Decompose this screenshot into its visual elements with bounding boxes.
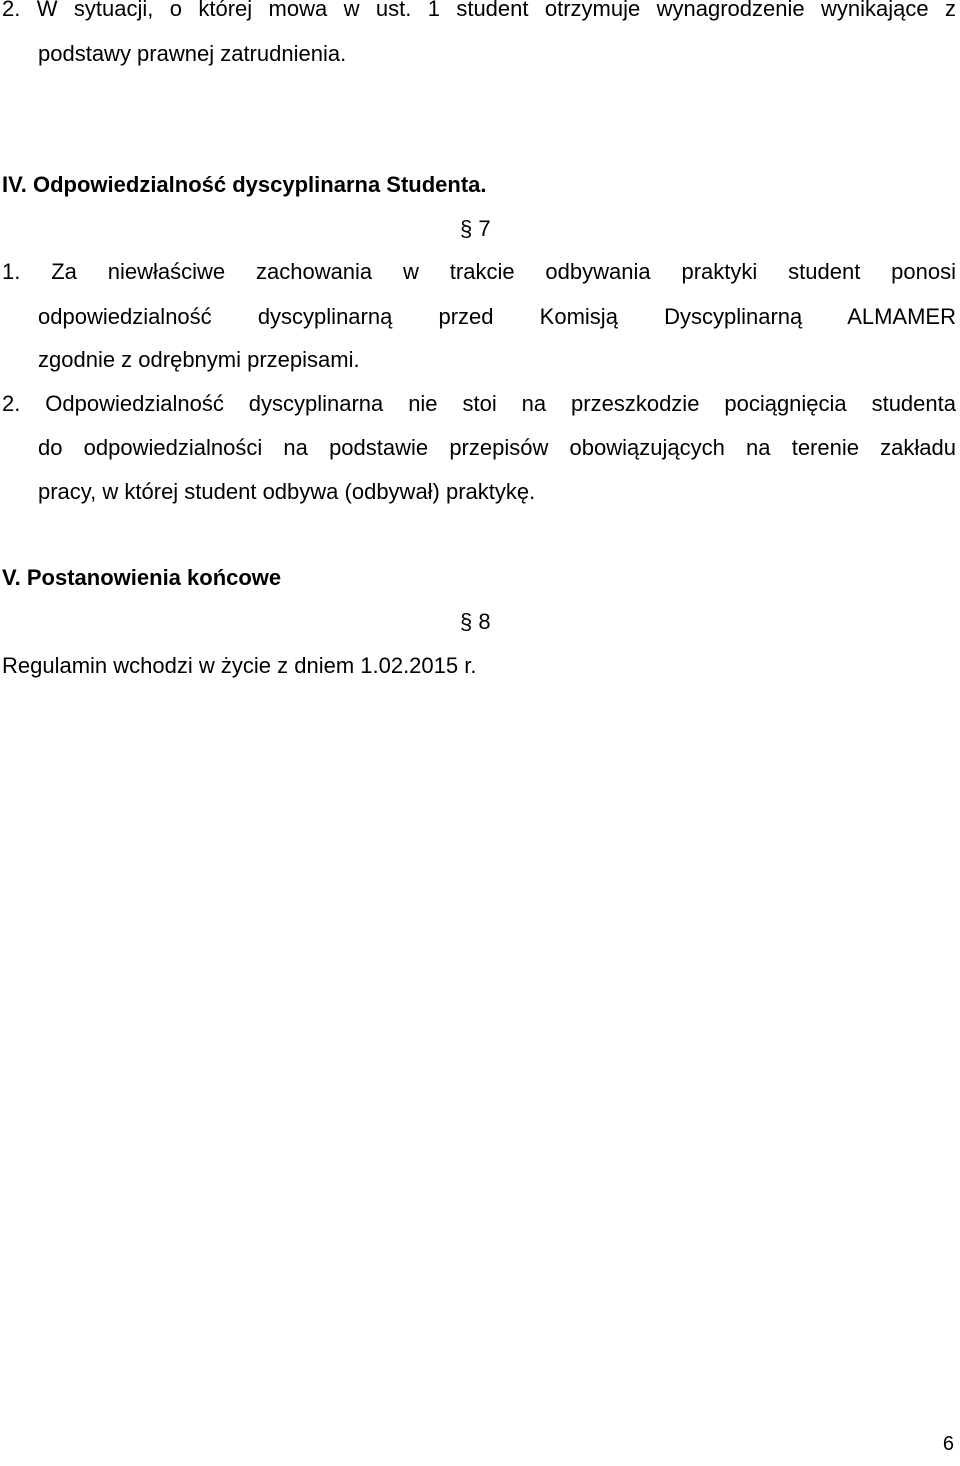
section-iv-item-2-line-3: pracy, w której student odbywa (odbywał) praktykę. bbox=[38, 479, 536, 504]
prev-item-2-line-1: 2. W sytuacji, o której mowa w ust. 1 student otrzymuje wynagrodzenie wynikające z bbox=[2, 0, 956, 21]
section-iv-item-2-line-2: do odpowiedzialności na podstawie przepisów obowiązujących na terenie zakładu bbox=[38, 435, 956, 460]
section-v-heading: V. Postanowienia końcowe bbox=[2, 565, 282, 590]
section-iv-item-1-line-2: odpowiedzialność dyscyplinarną przed Komisją Dyscyplinarną ALMAMER bbox=[38, 304, 956, 329]
section-iv-item-1-line-3: zgodnie z odrębnymi przepisami. bbox=[38, 347, 360, 372]
section-7-paragraph-symbol: § 7 bbox=[460, 216, 491, 241]
section-iv-item-1-line-1: 1. Za niewłaściwe zachowania w trakcie odbywania praktyki student ponosi bbox=[2, 259, 956, 284]
section-v-text: Regulamin wchodzi w życie z dniem 1.02.2015 r. bbox=[2, 653, 477, 678]
prev-item-2-line-2: podstawy prawnej zatrudnienia. bbox=[38, 41, 347, 66]
section-8-paragraph-symbol: § 8 bbox=[460, 609, 491, 634]
page-number: 6 bbox=[942, 1433, 954, 1455]
section-iv-item-2-line-1: 2. Odpowiedzialność dyscyplinarna nie stoi na przeszkodzie pociągnięcia studenta bbox=[2, 391, 956, 416]
section-iv-heading: IV. Odpowiedzialność dyscyplinarna Studenta. bbox=[2, 172, 487, 197]
